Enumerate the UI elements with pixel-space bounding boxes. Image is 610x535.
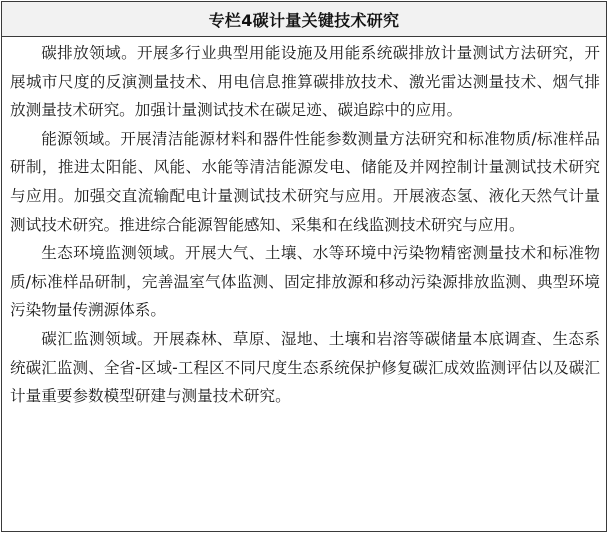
title-row	[2, 2, 606, 37]
box-content	[2, 37, 606, 411]
paragraph-energy: 能源领域。开展清洁能源材料和器件性能参数测量方法研究和标准物质/标准样品研制，推进太阳能、风能、水能等清洁能源发电、储能及并网控制计量测试技术研究与应用。加强交直流输配电计量测试技术研究与应用。开展液态氢、液化天然气计量测试技术研究。推进综合能源智能感知、采集和在线监测技术研究与应用。	[10, 129, 600, 234]
box-title: 专栏4碳计量关键技术研究	[208, 10, 400, 30]
paragraph-carbon-sink: 碳汇监测领域。开展森林、草原、湿地、土壤和岩溶等碳储量本底调查、生态系统碳汇监测、全省-区域-工程区不同尺度生态系统保护修复碳汇成效监测评估以及碳汇计量重要参数模型研建与测量技术研究。	[10, 329, 600, 406]
paragraph-carbon-emission: 碳排放领域。开展多行业典型用能设施及用能系统碳排放计量测试方法研究，开展城市尺度的反演测量技术、用电信息推算碳排放技术、激光雷达测量技术、烟气排放测量技术研究。加强计量测试技术在碳足迹、碳追踪中的应用。	[10, 44, 600, 120]
paragraph-eco-environment: 生态环境监测领域。开展大气、土壤、水等环境中污染物精密测量技术和标准物质/标准样品研制，完善温室气体监测、固定排放源和移动污染源排放监测、典型环境污染物量传溯源体系。	[10, 244, 600, 320]
column-box	[1, 1, 607, 532]
